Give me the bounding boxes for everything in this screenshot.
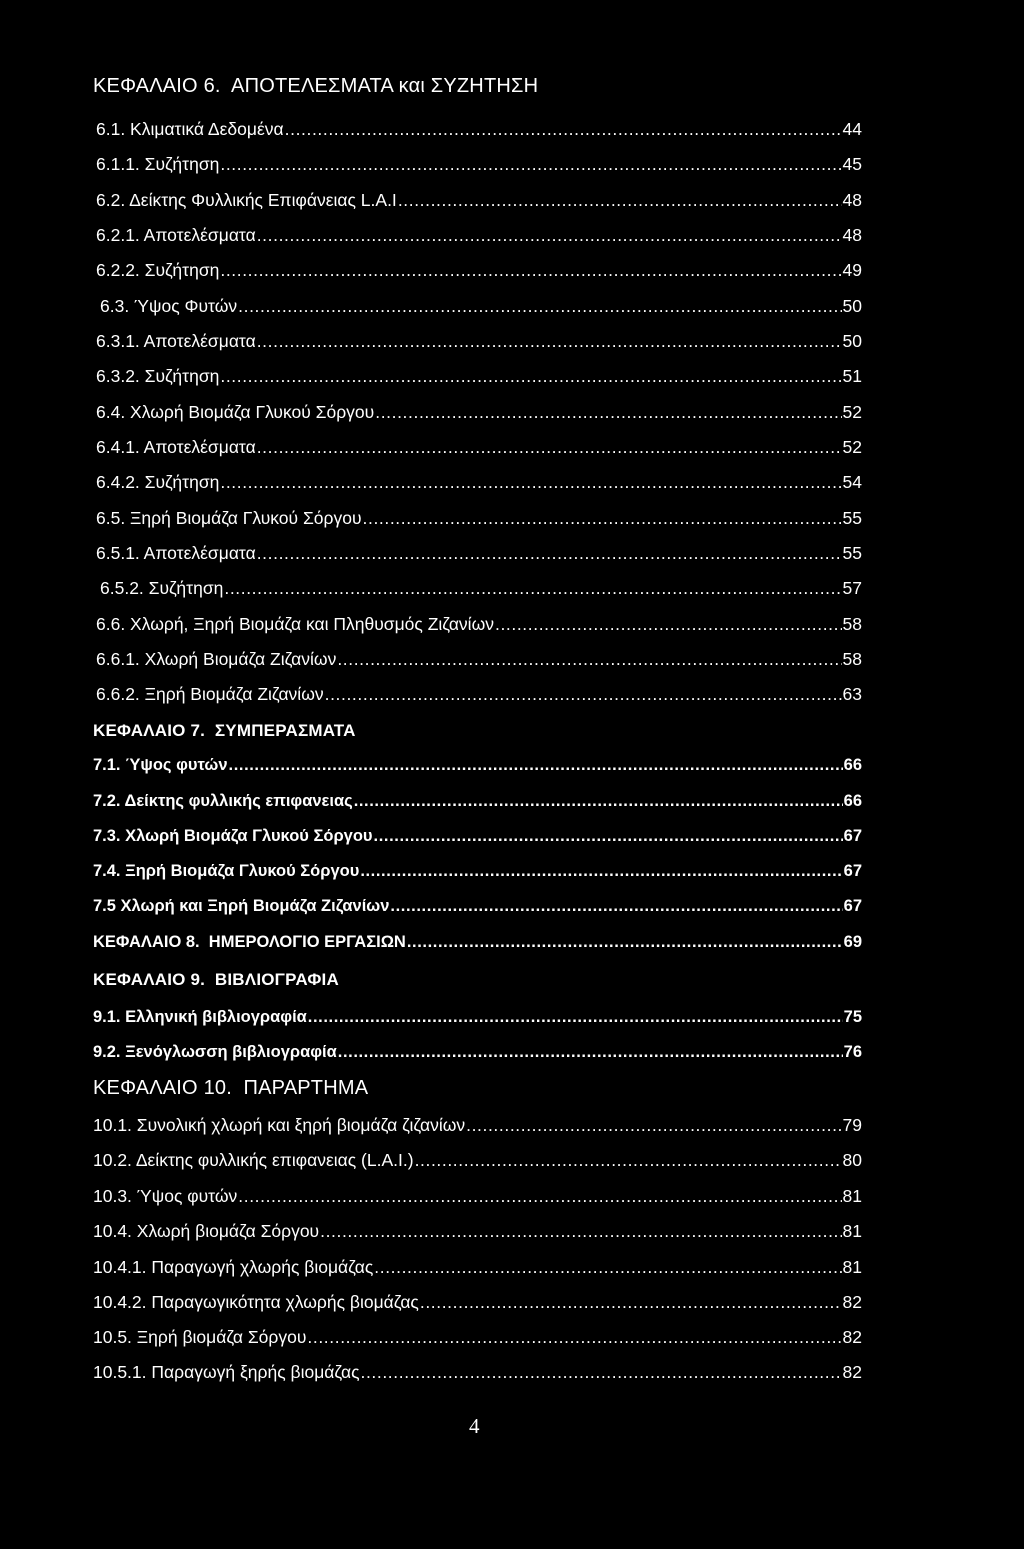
- toc-entry[interactable]: [96, 365, 862, 387]
- toc-entry[interactable]: [96, 189, 862, 211]
- dot-leader: [398, 189, 842, 211]
- dot-leader: [320, 1220, 841, 1242]
- toc-entry[interactable]: [93, 825, 862, 847]
- toc-entry-page: 50: [842, 296, 862, 316]
- chapter-heading: ΚΕΦΑΛΑΙΟ 9. ΒΙΒΛΙΟΓΡΑΦΙΑ: [93, 970, 339, 989]
- toc-entry-title: 6.1.1. Συζήτηση: [96, 154, 220, 174]
- toc-entry-title: 6.2.1. Αποτελέσματα: [96, 225, 256, 245]
- dot-leader: [495, 613, 842, 635]
- toc-entry-page: 50: [842, 331, 862, 351]
- toc-entry-title: 10.5. Ξηρή βιομάζα Σόργου: [93, 1327, 307, 1347]
- toc-entry-page: 80: [842, 1150, 862, 1170]
- toc-entry-page: 66: [843, 792, 862, 810]
- toc-entry[interactable]: [93, 1041, 862, 1063]
- toc-entry-page: 54: [842, 472, 862, 492]
- toc-entry[interactable]: [93, 790, 862, 812]
- toc-entry-title: 10.4. Χλωρή βιομάζα Σόργου: [93, 1221, 320, 1241]
- toc-entry-title: 10.3. Ύψος φυτών: [93, 1186, 238, 1206]
- toc-entry[interactable]: [93, 931, 862, 953]
- toc-entry-page: 58: [842, 614, 862, 634]
- toc-entry[interactable]: [96, 153, 862, 175]
- toc-entry-title: 6.2. Δείκτης Φυλλικής Επιφάνειας L.A.I: [96, 190, 397, 210]
- dot-leader: [390, 895, 842, 917]
- toc-entry[interactable]: [96, 118, 862, 140]
- toc-entry-page: 67: [843, 827, 862, 845]
- dot-leader: [420, 1291, 842, 1313]
- toc-entry[interactable]: [96, 471, 862, 493]
- dot-leader: [238, 295, 841, 317]
- toc-entry-page: 79: [842, 1115, 862, 1135]
- toc-entry-title: 6.5.2. Συζήτηση: [100, 578, 224, 598]
- toc-entry[interactable]: [96, 330, 862, 352]
- dot-leader: [285, 118, 842, 140]
- toc-entry-title: ΚΕΦΑΛΑΙΟ 8. ΗΜΕΡΟΛΟΓΙΟ ΕΡΓΑΣΙΩΝ: [93, 933, 406, 951]
- toc-entry[interactable]: [96, 224, 862, 246]
- toc-entry-page: 82: [842, 1362, 862, 1382]
- toc-entry-title: 6.2.2. Συζήτηση: [96, 260, 220, 280]
- dot-leader: [257, 330, 842, 352]
- dot-leader: [308, 1006, 843, 1028]
- toc-entry-page: 49: [842, 260, 862, 280]
- toc-entry-page: 52: [842, 402, 862, 422]
- toc-entry-page: 48: [842, 225, 862, 245]
- toc-entry[interactable]: [93, 1326, 862, 1348]
- toc-entry[interactable]: [100, 577, 862, 599]
- dot-leader: [325, 683, 842, 705]
- toc-entry-page: 57: [842, 578, 862, 598]
- toc-entry-page: 63: [842, 684, 862, 704]
- toc-entry-title: 6.4.2. Συζήτηση: [96, 472, 220, 492]
- dot-leader: [361, 1361, 842, 1383]
- toc-entry-page: 69: [843, 933, 862, 951]
- toc-entry-page: 66: [843, 756, 862, 774]
- toc-entry-page: 51: [842, 366, 862, 386]
- toc-entry-title: 6.3. Ύψος Φυτών: [100, 296, 238, 316]
- dot-leader: [220, 259, 841, 281]
- toc-entry[interactable]: [93, 860, 862, 882]
- dot-leader: [238, 1185, 841, 1207]
- dot-leader: [337, 648, 841, 670]
- toc-entry[interactable]: [93, 895, 862, 917]
- toc-entry-page: 44: [842, 119, 862, 139]
- toc-entry[interactable]: [96, 401, 862, 423]
- dot-leader: [374, 1256, 841, 1278]
- toc-entry-title: 6.4.1. Αποτελέσματα: [96, 437, 256, 457]
- toc-entry-title: 6.6. Χλωρή, Ξηρή Βιομάζα και Πληθυσμός Ζιζανίων: [96, 614, 494, 634]
- toc-entry[interactable]: [93, 1185, 862, 1207]
- dot-leader: [407, 931, 843, 953]
- toc-entry-page: 81: [842, 1186, 862, 1206]
- toc-entry-title: 6.5.1. Αποτελέσματα: [96, 543, 256, 563]
- toc-entry-page: 82: [842, 1292, 862, 1312]
- toc-entry[interactable]: [93, 1114, 862, 1136]
- page-number: 4: [469, 1414, 480, 1438]
- toc-entry-title: 6.1. Κλιματικά Δεδομένα: [96, 119, 284, 139]
- toc-entry-page: 55: [842, 543, 862, 563]
- toc-entry[interactable]: [93, 1291, 862, 1313]
- toc-entry-title: 7.1. Ύψος φυτών: [93, 756, 228, 774]
- dot-leader: [338, 1041, 843, 1063]
- toc-entry[interactable]: [93, 1220, 862, 1242]
- toc-entry-title: 9.1. Ελληνική βιβλιογραφία: [93, 1008, 307, 1026]
- toc-entry[interactable]: [93, 754, 862, 776]
- toc-entry[interactable]: [100, 295, 862, 317]
- toc-entry-title: 6.4. Χλωρή Βιομάζα Γλυκού Σόργου: [96, 402, 375, 422]
- dot-leader: [360, 860, 842, 882]
- dot-leader: [257, 224, 842, 246]
- toc-entry-title: 6.3.1. Αποτελέσματα: [96, 331, 256, 351]
- toc-entry-title: 10.4.1. Παραγωγή χλωρής βιομάζας: [93, 1257, 374, 1277]
- dot-leader: [257, 542, 842, 564]
- dot-leader: [224, 577, 841, 599]
- dot-leader: [257, 436, 842, 458]
- dot-leader: [229, 754, 843, 776]
- toc-entry-page: 48: [842, 190, 862, 210]
- toc-entry-title: 7.4. Ξηρή Βιομάζα Γλυκού Σόργου: [93, 862, 360, 880]
- toc-entry-title: 7.5 Χλωρή και Ξηρή Βιομάζα Ζιζανίων: [93, 897, 390, 915]
- toc-entry-title: 7.3. Χλωρή Βιομάζα Γλυκού Σόργου: [93, 827, 373, 845]
- toc-entry-title: 6.6.1. Χλωρή Βιομάζα Ζιζανίων: [96, 649, 337, 669]
- toc-entry[interactable]: [93, 1361, 862, 1383]
- chapter-heading: ΚΕΦΑΛΑΙΟ 7. ΣΥΜΠΕΡΑΣΜΑΤΑ: [93, 721, 356, 740]
- toc-entry[interactable]: [96, 259, 862, 281]
- toc-entry[interactable]: [93, 1256, 862, 1278]
- toc-entry-title: 7.2. Δείκτης φυλλικής επιφανειας: [93, 792, 353, 810]
- toc-entry-title: 6.3.2. Συζήτηση: [96, 366, 220, 386]
- dot-leader: [363, 507, 842, 529]
- toc-entry[interactable]: [96, 648, 862, 670]
- toc-entry-page: 45: [842, 154, 862, 174]
- toc-entry-title: 10.2. Δείκτης φυλλικής επιφανειας (L.A.I.): [93, 1150, 414, 1170]
- dot-leader: [220, 153, 841, 175]
- toc-entry-title: 10.5.1. Παραγωγή ξηρής βιομάζας: [93, 1362, 360, 1382]
- toc-entry[interactable]: [96, 542, 862, 564]
- dot-leader: [375, 401, 841, 423]
- chapter-heading: ΚΕΦΑΛΑΙΟ 6. ΑΠΟΤΕΛΕΣΜΑΤΑ και ΣΥΖΗΤΗΣΗ: [93, 75, 539, 97]
- toc-entry-page: 75: [843, 1008, 862, 1026]
- dot-leader: [220, 365, 841, 387]
- toc-entry-title: 6.5. Ξηρή Βιομάζα Γλυκού Σόργου: [96, 508, 362, 528]
- dot-leader: [466, 1114, 841, 1136]
- dot-leader: [415, 1149, 842, 1171]
- toc-entry[interactable]: [93, 1149, 862, 1171]
- toc-entry-title: 10.4.2. Παραγωγικότητα χλωρής βιομάζας: [93, 1292, 419, 1312]
- toc-entry-title: 6.6.2. Ξηρή Βιομάζα Ζιζανίων: [96, 684, 324, 704]
- toc-entry-page: 58: [842, 649, 862, 669]
- toc-entry[interactable]: [96, 613, 862, 635]
- toc-entry-page: 67: [843, 897, 862, 915]
- toc-entry[interactable]: [93, 1006, 862, 1028]
- toc-entry-page: 76: [843, 1043, 862, 1061]
- dot-leader: [354, 790, 843, 812]
- toc-entry[interactable]: [96, 507, 862, 529]
- chapter-heading: ΚΕΦΑΛΑΙΟ 10. ΠΑΡΑΡΤΗΜΑ: [93, 1077, 369, 1099]
- toc-entry[interactable]: [96, 683, 862, 705]
- toc-entry-page: 67: [843, 862, 862, 880]
- dot-leader: [307, 1326, 841, 1348]
- toc-entry-title: 9.2. Ξενόγλωσση βιβλιογραφία: [93, 1043, 337, 1061]
- toc-entry[interactable]: [96, 436, 862, 458]
- dot-leader: [374, 825, 843, 847]
- toc-entry-page: 82: [842, 1327, 862, 1347]
- toc-entry-page: 81: [842, 1221, 862, 1241]
- toc-entry-page: 55: [842, 508, 862, 528]
- dot-leader: [220, 471, 841, 493]
- toc-entry-page: 52: [842, 437, 862, 457]
- toc-entry-title: 10.1. Συνολική χλωρή και ξηρή βιομάζα ζιζανίων: [93, 1115, 466, 1135]
- toc-entry-page: 81: [842, 1257, 862, 1277]
